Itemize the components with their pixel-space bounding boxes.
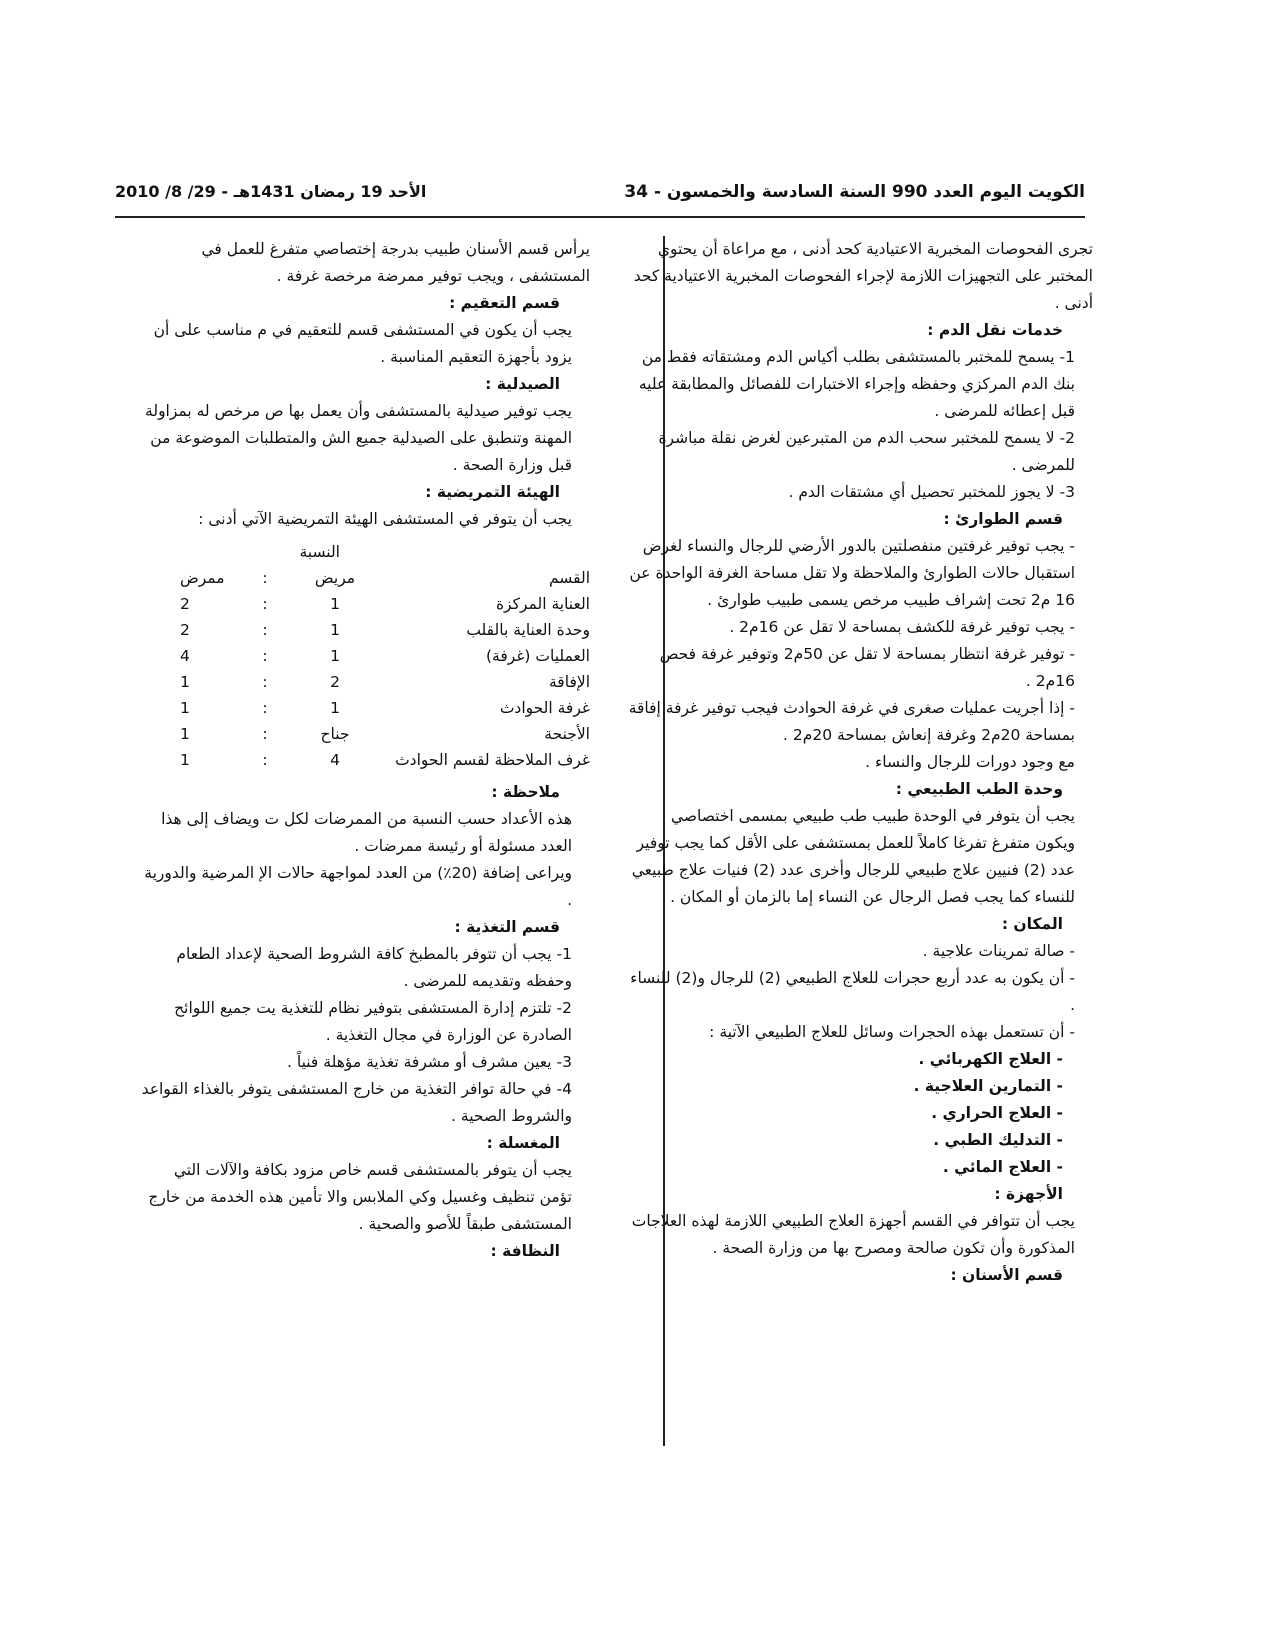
paragraph: ويراعى إضافة (20٪) من العدد لمواجهة حالات الإ المرضية والدورية . (144, 864, 572, 909)
table-cell-patient: 2 (330, 673, 340, 691)
left-bottom-text (140, 779, 590, 1265)
table-head-name: القسم (548, 569, 590, 587)
paragraph: - أن يكون به عدد أربع حجرات للعلاج الطبيعي (2) للرجال و(2) للنساء . (630, 969, 1075, 1014)
table-cell-nurse: 2 (180, 595, 190, 613)
section-heading: الهيئة التمريضية : (425, 483, 560, 501)
table-head-sep: : (262, 569, 268, 587)
paragraph: يجب أن يتوفر في المستشفى الهيئة التمريضية الآتي أدنى : (198, 510, 572, 528)
table-cell-sep: : (262, 673, 268, 691)
paragraph: - توفير غرفة انتظار بمساحة لا تقل عن 50م2 وتوفير غرفة فحص 16م2 . (659, 645, 1075, 690)
table-cell-sep: : (262, 595, 268, 613)
section-heading: - العلاج الحراري . (931, 1104, 1063, 1122)
table-cell-patient: جناح (320, 725, 350, 743)
paragraph: يرأس قسم الأسنان طبيب بدرجة إختصاصي متفرغ للعمل في المستشفى ، ويجب توفير ممرضة مرخصة غرفة . (201, 240, 590, 285)
paragraph: يجب أن تتوافر في القسم أجهزة العلاج الطبيعي اللازمة لهذه العلاجات المذكورة وأن تكون صالحة ومصرح بها من وزارة الصحة . (631, 1212, 1075, 1257)
paragraph: يجب أن يتوفر بالمستشفى قسم خاص مزود بكافة والآلات التي تؤمن تنظيف وغسيل وكي الملابس والا تأمين هذه الخدمة من خارج المستشفى طبقاً للأصو والصحية . (148, 1161, 572, 1233)
table-cell-nurse: 1 (180, 725, 190, 743)
table-cell-sep: : (262, 751, 268, 769)
table-row (140, 669, 590, 695)
table-cell-patient: 1 (330, 699, 340, 717)
table-caption: النسبة (299, 543, 340, 561)
section-heading: الأجهزة : (994, 1185, 1063, 1203)
table-cell-department: غرف الملاحظة لقسم الحوادث (395, 751, 590, 769)
table-cell-nurse: 2 (180, 621, 190, 639)
table-head-nurse: ممرض (180, 569, 225, 587)
section-heading: قسم التغذية : (454, 918, 560, 936)
table-row (140, 617, 590, 643)
paragraph: يجب توفير صيدلية بالمستشفى وأن يعمل بها ص مرخص له بمزاولة المهنة وتنطبق على الصيدلية جميع الش والمتطلبات الموضوعة من قبل وزارة الصحة . (145, 402, 572, 474)
table-cell-department: الأجنحة (544, 725, 590, 743)
table-head-patient: مريض (314, 569, 356, 587)
table-cell-department: العمليات (غرفة) (486, 647, 590, 665)
paragraph: 2- تلتزم إدارة المستشفى بتوفير نظام للتغذية يت جميع اللوائح الصادرة عن الوزارة في مجال التغذية . (174, 999, 572, 1044)
paragraph: 1- يجب أن تتوفر بالمطبخ كافة الشروط الصحية لإعداد الطعام وحفظه وتقديمه للمرضى . (176, 945, 572, 990)
table-cell-nurse: 1 (180, 673, 190, 691)
section-heading: النظافة : (490, 1242, 560, 1260)
table-cell-nurse: 4 (180, 647, 190, 665)
paragraph: 3- يعين مشرف أو مشرفة تغذية مؤهلة فنياً . (287, 1053, 572, 1071)
paragraph: - يجب توفير غرفتين منفصلتين بالدور الأرضي للرجال والنساء لغرض استقبال حالات الطوارئ والملاحظة ولا تقل مساحة الغرفة الواحدة عن 16 م2 تحت إشراف طبيب مرخص يسمى طبيب طوارئ . (629, 537, 1075, 609)
table-cell-patient: 1 (330, 595, 340, 613)
table-cell-department: غرفة الحوادث (499, 699, 590, 717)
table-cell-sep: : (262, 699, 268, 717)
table-cell-sep: : (262, 621, 268, 639)
left-top-text (140, 236, 590, 533)
section-heading: خدمات نقل الدم : (927, 321, 1063, 339)
paragraph: يجب أن يكون في المستشفى قسم للتعقيم في م مناسب على أن يزود بأجهزة التعقيم المناسبة . (153, 321, 572, 366)
table-cell-sep: : (262, 725, 268, 743)
paragraph: 1- يسمح للمختبر بالمستشفى بطلب أكياس الدم ومشتقاته فقط من بنك الدم المركزي وحفظه وإجراء الاختبارات للفصائل والمطابقة عليه قبل إعطائه للمرضى . (638, 348, 1075, 420)
table-cell-patient: 1 (330, 647, 340, 665)
section-heading: ملاحظة : (491, 783, 560, 801)
table-cell-patient: 1 (330, 621, 340, 639)
table-row (140, 695, 590, 721)
section-heading: قسم التعقيم : (449, 294, 560, 312)
table-cell-department: وحدة العناية بالقلب (466, 621, 590, 639)
paragraph: مع وجود دورات للرجال والنساء . (865, 753, 1075, 771)
section-heading: قسم الطوارئ : (943, 510, 1063, 528)
paragraph: يجب أن يتوفر في الوحدة طبيب طب طبيعي بمسمى اختصاصي ويكون متفرغ تفرغا كاملاً للعمل بمستشفى على الأقل كما يجب توفير عدد (2) فنيين علاج طبيعي للرجال وأخرى عدد (2) فنيات علاج طبيعي للنساء كما يجب فصل الرجال عن النساء إما بالزمان أو المكان . (631, 807, 1075, 906)
section-heading: - التمارين العلاجية . (913, 1077, 1063, 1095)
section-heading: - العلاج المائي . (942, 1158, 1063, 1176)
table-row (140, 591, 590, 617)
paragraph: هذه الأعداد حسب النسبة من الممرضات لكل ت ويضاف إلى هذا العدد مسئولة أو رئيسة ممرضات . (161, 810, 572, 855)
table-row (140, 721, 590, 747)
page-header (115, 176, 1085, 218)
paragraph: - صالة تمرينات علاجية . (922, 942, 1075, 960)
table-cell-nurse: 1 (180, 699, 190, 717)
header-publication: الكويت اليوم العدد 990 السنة السادسة والخمسون - 34 (624, 182, 1085, 202)
table-body (140, 591, 590, 773)
paragraph: - أن تستعمل بهذه الحجرات وسائل للعلاج الطبيعي الآتية : (709, 1023, 1075, 1041)
table-cell-sep: : (262, 647, 268, 665)
table-row (140, 747, 590, 773)
section-heading: وحدة الطب الطبيعي : (895, 780, 1063, 798)
section-heading: - التدليك الطبي . (933, 1131, 1063, 1149)
paragraph: تجرى الفحوصات المخبرية الاعتيادية كحد أدنى ، مع مراعاة أن يحتوي المختبر على التجهيزات اللازمة لإجراء الفحوصات المخبرية الاعتيادية كحد أدنى . (633, 240, 1093, 312)
paragraph: - إذا أجريت عمليات صغرى في غرفة الحوادث فيجب توفير غرفة إفاقة بمساحة 20م2 وغرفة إنعاش بمساحة 20م2 . (628, 699, 1075, 744)
paragraph: 2- لا يسمح للمختبر سحب الدم من المتبرعين لغرض نقلة مباشرة للمرضى . (658, 429, 1075, 474)
table-cell-department: الإفاقة (549, 673, 590, 691)
table-cell-department: العناية المركزة (495, 595, 590, 613)
table-header-row (140, 565, 590, 591)
nursing-staff-table (140, 539, 590, 773)
paragraph: - يجب توفير غرفة للكشف بمساحة لا تقل عن 16م2 . (729, 618, 1075, 636)
table-row (140, 643, 590, 669)
header-date: الأحد 19 رمضان 1431هـ - 29/ 8/ 2010 (115, 182, 427, 201)
section-heading: الصيدلية : (485, 375, 560, 393)
right-column (628, 236, 1093, 1289)
section-heading: المغسلة : (486, 1134, 560, 1152)
table-cell-nurse: 1 (180, 751, 190, 769)
paragraph: 3- لا يجوز للمختبر تحصيل أي مشتقات الدم . (788, 483, 1075, 501)
left-column (140, 236, 590, 1265)
section-heading: قسم الأسنان : (950, 1266, 1063, 1284)
table-cell-patient: 4 (330, 751, 340, 769)
paragraph: 4- في حالة توافر التغذية من خارج المستشفى يتوفر بالغذاء القواعد والشروط الصحية . (141, 1080, 572, 1125)
section-heading: المكان : (1001, 915, 1063, 933)
section-heading: - العلاج الكهربائي . (918, 1050, 1063, 1068)
